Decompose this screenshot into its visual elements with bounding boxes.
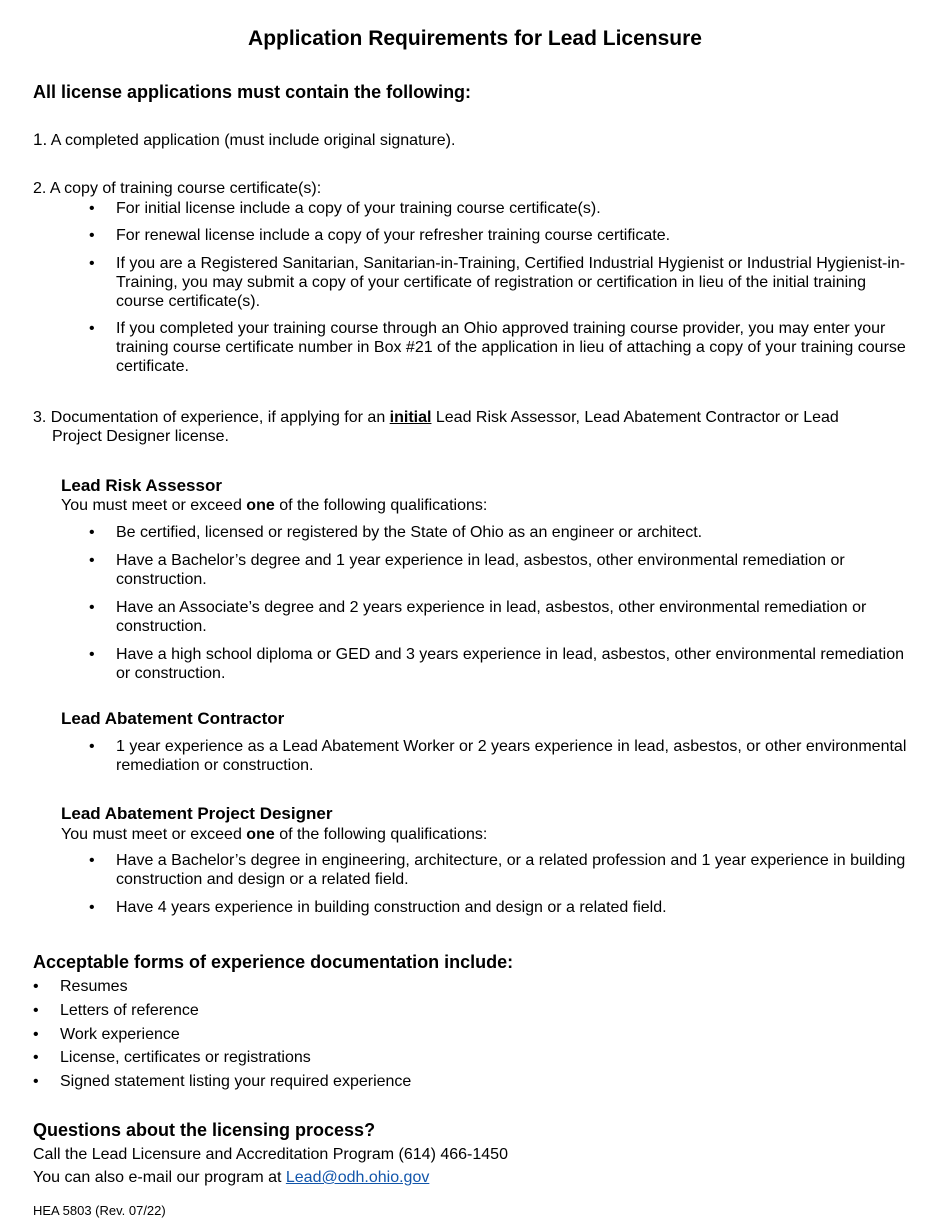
requirement-1 — [33, 130, 913, 150]
requirement-3-text-post: Lead Risk Assessor, Lead Abatement Contractor or Lead — [431, 409, 839, 426]
qual-text-pre: You must meet or exceed — [61, 826, 247, 843]
designer-qualification-intro — [61, 825, 487, 844]
list-item: • Have a Bachelor’s degree and 1 year experience in lead, asbestos, other environmental remediation or construction. — [89, 551, 914, 598]
requirement-3-text-line2: Project Designer license. — [52, 428, 229, 445]
list-item: • Letters of reference — [33, 1001, 411, 1025]
list-item: • If you completed your training course through an Ohio approved training course provider, you may enter your training course certificate number in Box #21 of the application in lieu of attaching a copy of your training course certificate. — [89, 319, 914, 376]
requirement-2-list — [89, 199, 914, 376]
questions-email-line — [33, 1168, 429, 1187]
risk-assessor-list — [89, 523, 914, 683]
designer-list — [89, 851, 914, 917]
designer-heading: Lead Abatement Project Designer — [61, 804, 333, 823]
list-item: • Have a Bachelor’s degree in engineering, architecture, or a related profession and 1 year experience in building construction and design or a related field. — [89, 851, 914, 898]
qual-text-bold: one — [246, 826, 275, 843]
list-item: • Have a high school diploma or GED and 3 years experience in lead, asbestos, other environmental remediation or construction. — [89, 645, 914, 683]
documentation-list — [33, 977, 411, 1096]
requirement-3-text-pre: 3. Documentation of experience, if applying for an — [33, 409, 390, 426]
qual-text-post: of the following qualifications: — [274, 497, 488, 514]
intro-heading: All license applications must contain the following: — [33, 82, 472, 102]
list-item: • Be certified, licensed or registered by the State of Ohio as an engineer or architect. — [89, 523, 914, 551]
list-item: • For initial license include a copy of your training course certificate(s). — [89, 199, 914, 226]
questions-call-text: Call the Lead Licensure and Accreditation Program (614) 466-1450 — [33, 1146, 508, 1163]
list-item: • Signed statement listing your required experience — [33, 1072, 411, 1096]
form-number: HEA 5803 (Rev. 07/22) — [33, 1203, 166, 1218]
page-title: Application Requirements for Lead Licensure — [248, 27, 702, 50]
list-item: • Work experience — [33, 1025, 411, 1049]
qual-text-bold: one — [246, 497, 275, 514]
initial-emphasis: initial — [389, 409, 432, 426]
list-item: • 1 year experience as a Lead Abatement Worker or 2 years experience in lead, asbestos, or other environmental remediation or construction. — [89, 737, 914, 775]
questions-heading: Questions about the licensing process? — [33, 1120, 376, 1140]
list-item: • Have 4 years experience in building construction and design or a related field. — [89, 898, 914, 917]
requirement-1-number: 1. — [33, 130, 48, 149]
email-prefix: You can also e-mail our program at — [33, 1169, 286, 1186]
risk-assessor-qualification-intro — [61, 496, 487, 515]
qual-text-pre: You must meet or exceed — [61, 497, 247, 514]
email-link[interactable]: Lead@odh.ohio.gov — [285, 1169, 430, 1186]
risk-assessor-heading: Lead Risk Assessor — [61, 476, 222, 495]
requirement-2-label: 2. A copy of training course certificate(s): — [33, 180, 322, 197]
list-item: • For renewal license include a copy of your refresher training course certificate. — [89, 226, 914, 254]
qual-text-post: of the following qualifications: — [274, 826, 488, 843]
documentation-heading: Acceptable forms of experience documentation include: — [33, 952, 514, 972]
contractor-heading: Lead Abatement Contractor — [61, 709, 285, 728]
list-item: • Resumes — [33, 977, 411, 1001]
list-item: • License, certificates or registrations — [33, 1048, 411, 1072]
list-item: • If you are a Registered Sanitarian, Sanitarian-in-Training, Certified Industrial Hygienist or Industrial Hygienist-in-Training, you may submit a copy of your certificate of registration or certification in lieu of the initial training course certificate(s). — [89, 254, 914, 319]
requirement-3 — [33, 408, 913, 446]
contractor-list — [89, 737, 914, 775]
requirement-1-text: A completed application (must include original signature). — [50, 132, 456, 149]
list-item: • Have an Associate’s degree and 2 years experience in lead, asbestos, other environmental remediation or construction. — [89, 598, 914, 645]
